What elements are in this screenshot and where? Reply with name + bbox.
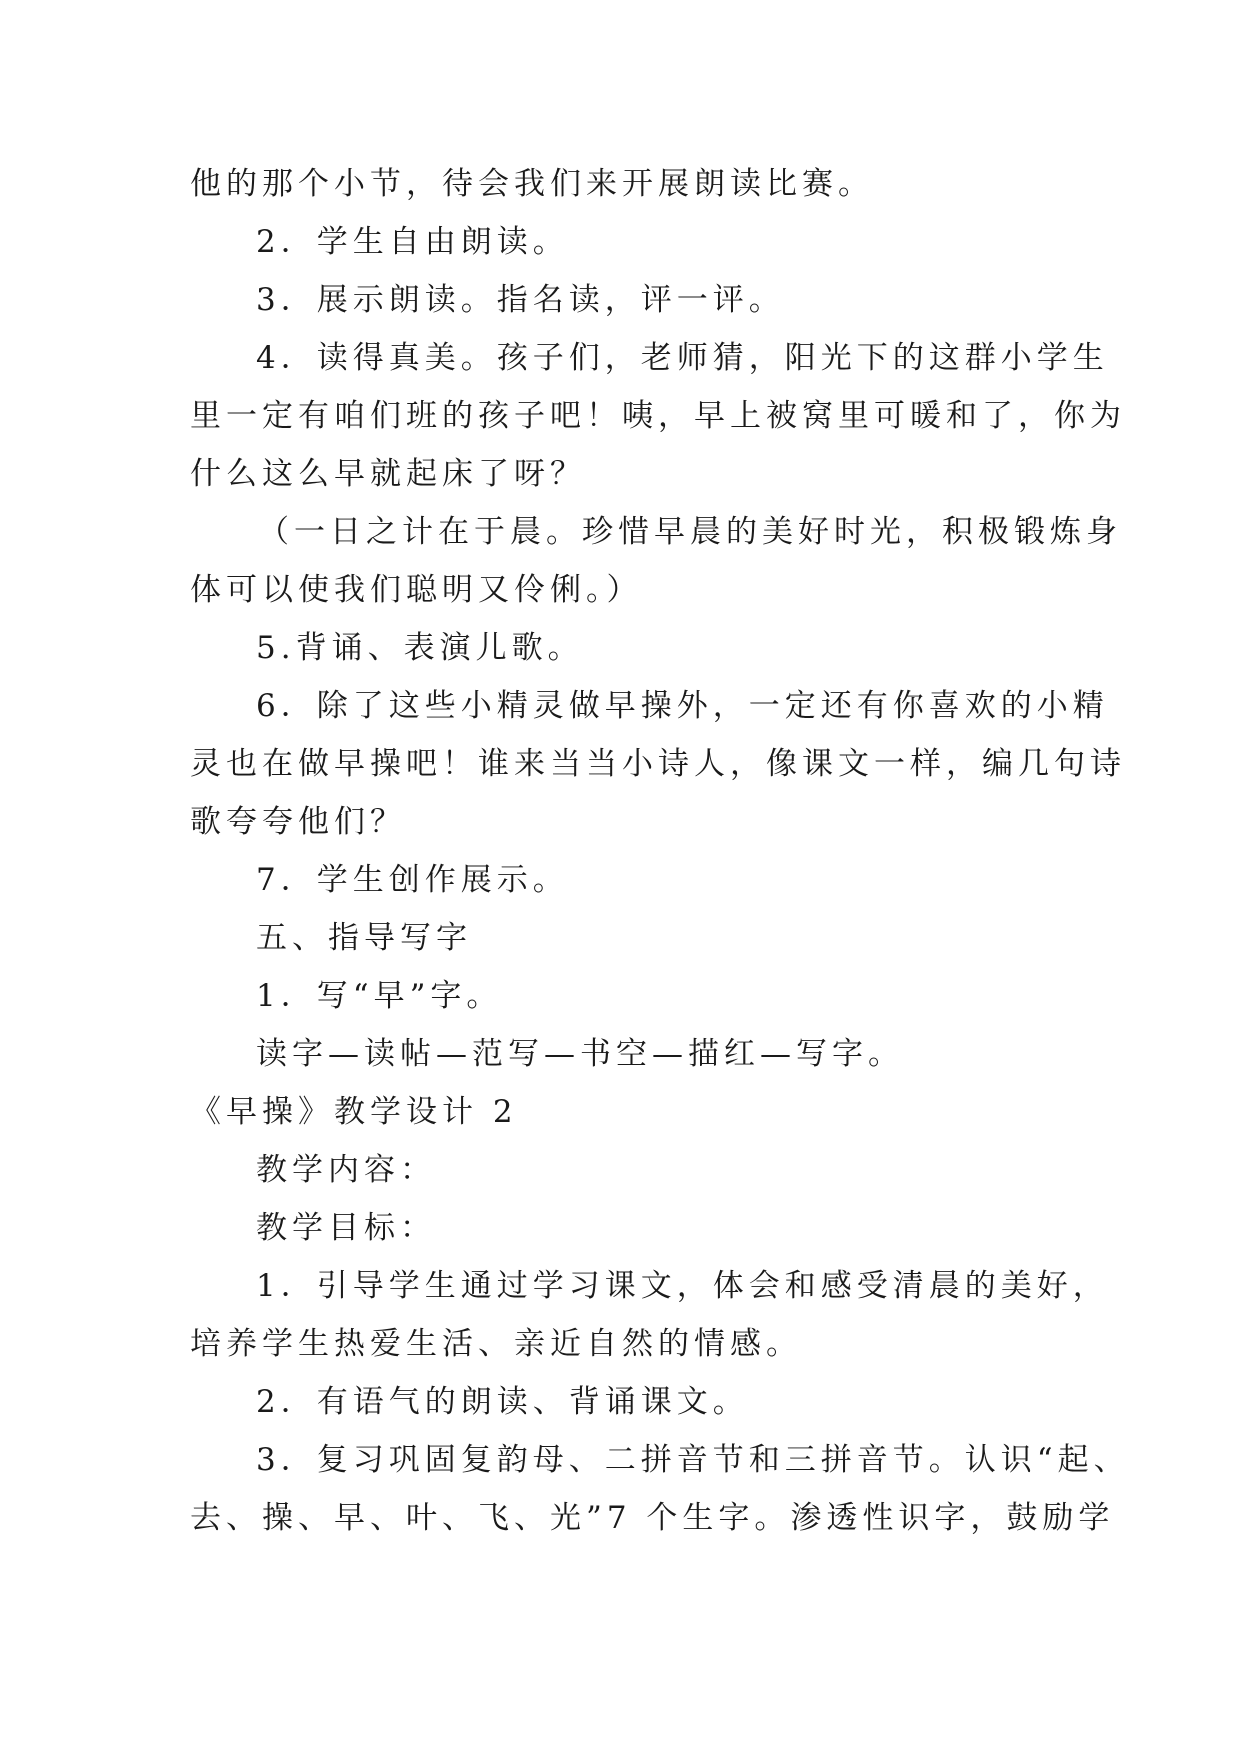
text-line: 6．除了这些小精灵做早操外，一定还有你喜欢的小精 xyxy=(256,688,1109,724)
text-line: 读字—读帖—范写—书空—描红—写字。 xyxy=(256,1036,904,1072)
text-line: 去、操、早、叶、飞、光”7 个生字。渗透性识字，鼓励学 xyxy=(190,1500,1115,1536)
text-line: 教学目标： xyxy=(256,1210,436,1246)
text-line: 他的那个小节，待会我们来开展朗读比赛。 xyxy=(190,166,874,202)
text-line: 3．复习巩固复韵母、二拼音节和三拼音节。认识“起、 xyxy=(256,1442,1130,1478)
text-line: 7．学生创作展示。 xyxy=(256,862,569,898)
text-line: 1．写“早”字。 xyxy=(256,978,503,1014)
text-line: 教学内容： xyxy=(256,1152,436,1188)
text-line: 2．有语气的朗读、背诵课文。 xyxy=(256,1384,749,1420)
document-title: 《早操》教学设计 2 xyxy=(190,1094,518,1130)
text-line: 4．读得真美。孩子们，老师猜，阳光下的这群小学生 xyxy=(256,340,1109,376)
text-line: 什么这么早就起床了呀？ xyxy=(190,456,586,492)
text-line: 5.背诵、表演儿歌。 xyxy=(256,630,584,666)
text-line: 歌夸夸他们？ xyxy=(190,804,406,840)
text-line: 培养学生热爱生活、亲近自然的情感。 xyxy=(190,1326,802,1362)
text-line: （一日之计在于晨。珍惜早晨的美好时光，积极锻炼身 xyxy=(258,514,1122,550)
section-heading: 五、指导写字 xyxy=(256,920,472,956)
text-line: 3．展示朗读。指名读，评一评。 xyxy=(256,282,785,318)
text-line: 2．学生自由朗读。 xyxy=(256,224,569,260)
text-line: 灵也在做早操吧！谁来当当小诗人，像课文一样，编几句诗 xyxy=(190,746,1126,782)
text-line: 1．引导学生通过学习课文，体会和感受清晨的美好， xyxy=(256,1268,1109,1304)
text-line: 体可以使我们聪明又伶俐。） xyxy=(190,572,643,608)
text-line: 里一定有咱们班的孩子吧！咦，早上被窝里可暖和了，你为 xyxy=(190,398,1126,434)
